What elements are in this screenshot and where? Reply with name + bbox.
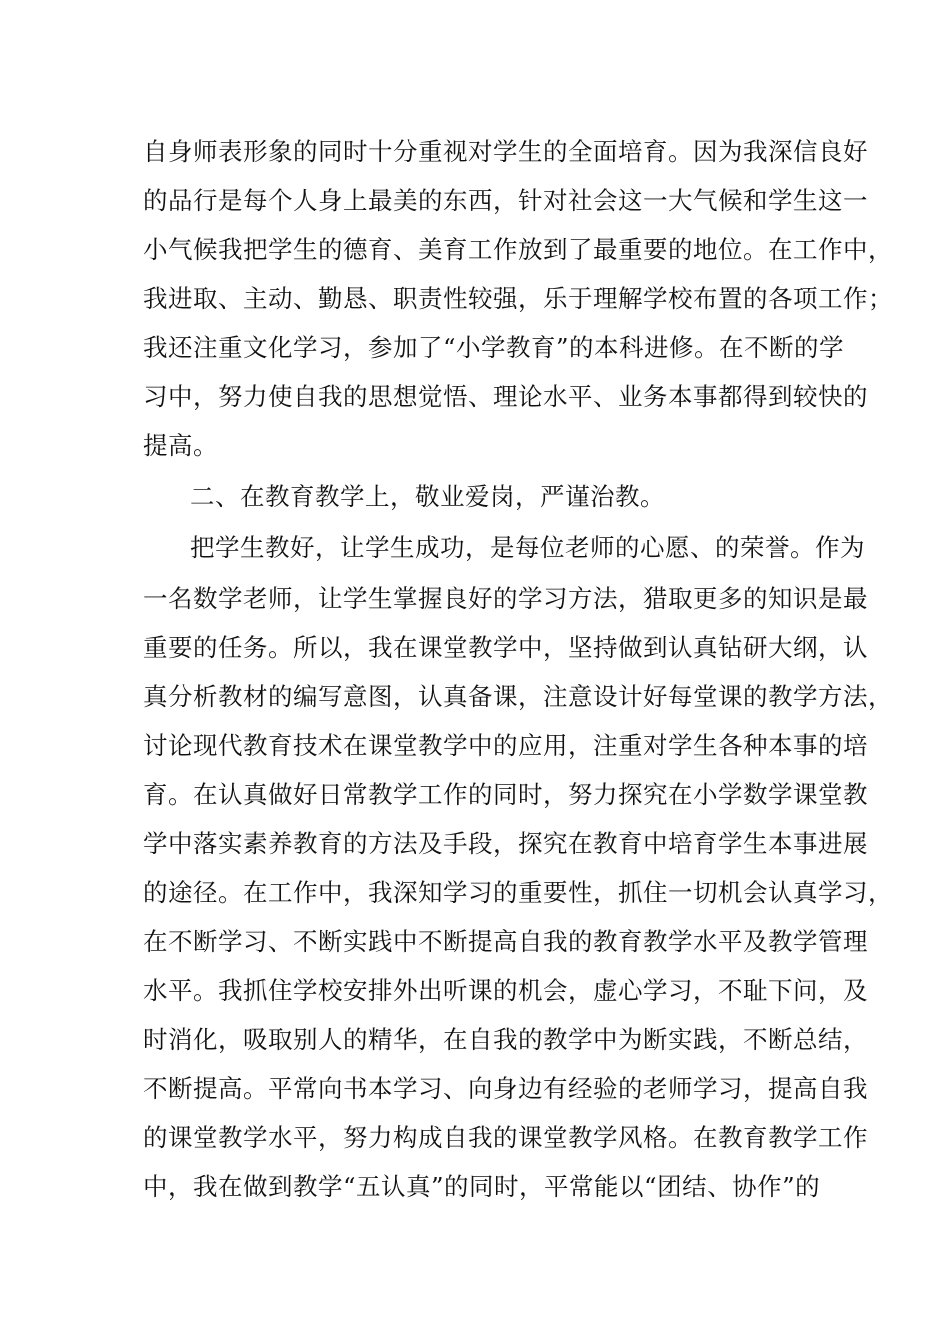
paragraph-first-line: 把学生教好，让学生成功，是每位老师的心愿、的荣誉。作为 (190, 533, 865, 562)
text-line: 我进取、主动、勤恳、职责性较强，乐于理解学校布置的各项工作； (143, 284, 893, 313)
text-line: 真分析教材的编写意图，认真备课，注意设计好每堂课的教学方法， (143, 682, 893, 711)
text-line: 时消化，吸取别人的精华，在自我的教学中为断实践，不断总结， (143, 1025, 868, 1054)
text-line: 提高。 (143, 431, 218, 460)
text-line: 一名数学老师，让学生掌握良好的学习方法，猎取更多的知识是最 (143, 584, 868, 613)
text-line: 育。在认真做好日常教学工作的同时，努力探究在小学数学课堂教 (143, 780, 868, 809)
text-line: 我还注重文化学习，参加了“小学教育”的本科进修。在不断的学 (143, 333, 845, 362)
text-line: 水平。我抓住学校安排外出听课的机会，虚心学习，不耻下问，及 (143, 976, 868, 1005)
text-line: 在不断学习、不断实践中不断提高自我的教育教学水平及教学管理 (143, 927, 868, 956)
text-line: 的途径。在工作中，我深知学习的重要性，抓住一切机会认真学习， (143, 878, 893, 907)
text-line: 小气候我把学生的德育、美育工作放到了最重要的地位。在工作中， (143, 235, 893, 264)
text-line: 重要的任务。所以，我在课堂教学中，坚持做到认真钻研大纲，认 (143, 633, 868, 662)
text-line: 习中，努力使自我的思想觉悟、理论水平、业务本事都得到较快的 (143, 382, 868, 411)
text-line: 不断提高。平常向书本学习、向身边有经验的老师学习，提高自我 (143, 1074, 868, 1103)
text-line: 自身师表形象的同时十分重视对学生的全面培育。因为我深信良好 (143, 137, 868, 166)
text-line: 中，我在做到教学“五认真”的同时，平常能以“团结、协作”的 (143, 1172, 821, 1201)
text-line: 讨论现代教育技术在课堂教学中的应用，注重对学生各种本事的培 (143, 731, 868, 760)
text-line: 的品行是每个人身上最美的东西，针对社会这一大气候和学生这一 (143, 186, 868, 215)
text-line: 的课堂教学水平，努力构成自我的课堂教学风格。在教育教学工作 (143, 1123, 868, 1152)
text-line: 学中落实素养教育的方法及手段，探究在教育中培育学生本事进展 (143, 829, 868, 858)
section-heading: 二、在教育教学上，敬业爱岗，严谨治教。 (190, 482, 665, 511)
